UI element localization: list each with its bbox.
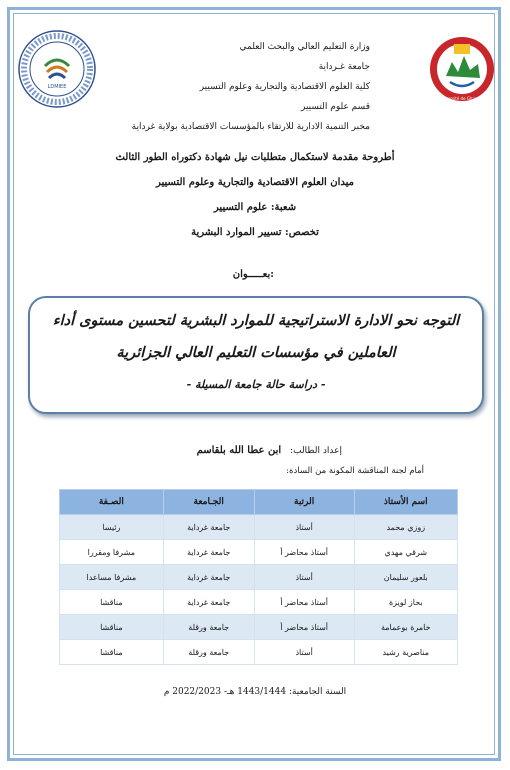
student-name: ابن عطا الله بلقاسم bbox=[196, 445, 282, 456]
branch-line: شعبة: علوم التسيير bbox=[213, 202, 297, 213]
thesis-title-line-1: التوجه نحو الادارة الاستراتيجية للموارد البشرية لتحسين مستوى أداء bbox=[52, 312, 460, 329]
header-role: الصـفة bbox=[60, 490, 164, 515]
laboratory-line: مخبر التنمية الادارية للارتقاء بالمؤسسات الاقتصادية بولاية غرداية bbox=[131, 122, 370, 132]
jury-university: جامعة غرداية bbox=[163, 540, 254, 565]
university-line: جامعة غـرداية bbox=[318, 62, 370, 72]
thesis-title-line-2: العاملين في مؤسسات التعليم العالي الجزائرية bbox=[116, 344, 396, 361]
jury-rank: أستاذ bbox=[254, 640, 354, 665]
jury-intro: أمام لجنة المناقشة المكونة من السادة: bbox=[286, 466, 424, 476]
table-row bbox=[60, 540, 458, 565]
jury-name: شرقي مهدي bbox=[354, 540, 457, 565]
table-row bbox=[60, 565, 458, 590]
jury-rank: أستاذ محاضر أ bbox=[254, 540, 354, 565]
jury-rank: أستاذ bbox=[254, 515, 354, 540]
jury-name: بحاز لويزة bbox=[354, 590, 457, 615]
jury-table-header-row bbox=[60, 490, 458, 515]
header-university: الجـامعة bbox=[163, 490, 254, 515]
specialty-line: تخصص: تسيير الموارد البشرية bbox=[191, 227, 319, 238]
jury-table bbox=[59, 489, 458, 665]
jury-university: جامعة غرداية bbox=[163, 590, 254, 615]
thesis-title-box bbox=[28, 296, 484, 414]
faculty-line: كلية العلوم الاقتصادية والتجارية وعلوم التسيير bbox=[199, 82, 370, 92]
jury-rank: أستاذ محاضر أ bbox=[254, 615, 354, 640]
jury-rank: أستاذ محاضر أ bbox=[254, 590, 354, 615]
student-line bbox=[197, 445, 342, 456]
jury-university: جامعة ورقلة bbox=[163, 640, 254, 665]
jury-role: مناقشا bbox=[60, 615, 164, 640]
student-label: إعداد الطالب: bbox=[290, 446, 342, 456]
department-line: قسم علوم التسيير bbox=[301, 102, 370, 112]
header-rank: الرتبة bbox=[254, 490, 354, 515]
university-logo bbox=[428, 32, 496, 106]
jury-rank: أستاذ bbox=[254, 565, 354, 590]
laboratory-logo-text: LDMIEE bbox=[47, 84, 67, 90]
jury-university: جامعة ورقلة bbox=[163, 615, 254, 640]
table-row bbox=[60, 515, 458, 540]
thesis-purpose: أطروحة مقدمة لاستكمال متطلبات نيل شهادة دكتوراه الطور الثالث bbox=[115, 152, 395, 163]
jury-university: جامعة غرداية bbox=[163, 565, 254, 590]
table-row bbox=[60, 640, 458, 665]
jury-role: رئيسا bbox=[60, 515, 164, 540]
case-study-subtitle: - دراسة حالة جامعة المسيلة - bbox=[186, 378, 326, 391]
jury-role: مشرفا مساعدا bbox=[60, 565, 164, 590]
jury-name: زوزي محمد bbox=[354, 515, 457, 540]
jury-role: مشرفا ومقررا bbox=[60, 540, 164, 565]
university-logo-text: Université de Ghardaia bbox=[438, 96, 486, 101]
ministry-line: وزارة التعليم العالي والبحث العلمي bbox=[239, 42, 370, 52]
jury-role: مناقشا bbox=[60, 590, 164, 615]
field-line: ميدان العلوم الاقتصادية والتجارية وعلوم التسيير bbox=[156, 177, 354, 188]
table-row bbox=[60, 615, 458, 640]
title-label: بعـــــوان: bbox=[232, 269, 274, 280]
jury-name: خامرة بوعمامة bbox=[354, 615, 457, 640]
jury-role: مناقشا bbox=[60, 640, 164, 665]
jury-name: مناصرية رشيد bbox=[354, 640, 457, 665]
academic-year: السنة الجامعية: 1443/1444 هـ- 2022/2023 م bbox=[163, 687, 347, 697]
header-name: اسم الأستاذ bbox=[354, 490, 457, 515]
table-row bbox=[60, 590, 458, 615]
jury-university: جامعة غرداية bbox=[163, 515, 254, 540]
jury-name: بلعور سليمان bbox=[354, 565, 457, 590]
